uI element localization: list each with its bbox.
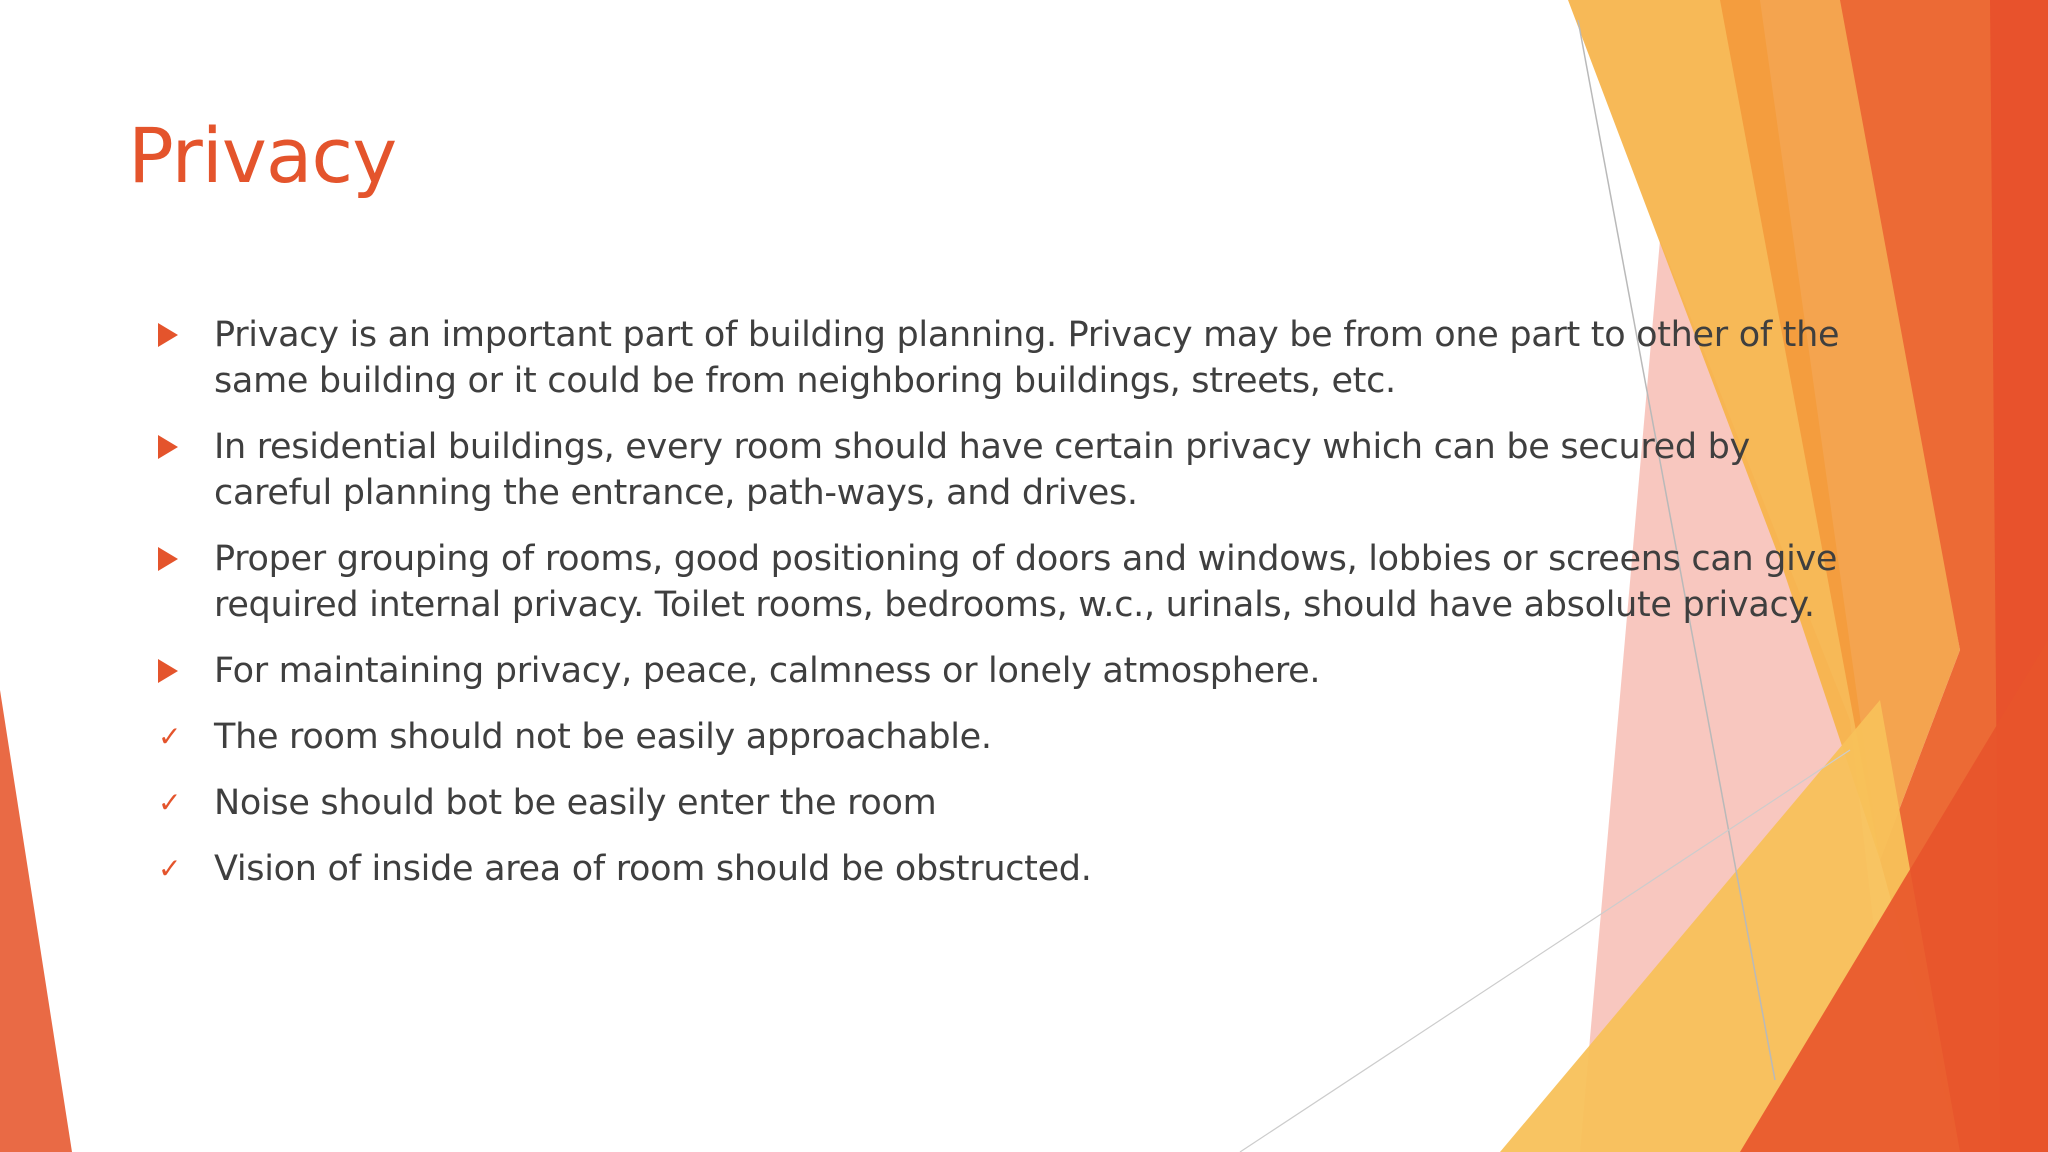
checkmark-symbol: ✓ bbox=[158, 852, 182, 885]
bullet-text-line: Noise should bot be easily enter the room bbox=[214, 783, 937, 823]
bullet-item bbox=[148, 424, 1868, 516]
checkmark-symbol: ✓ bbox=[158, 786, 182, 819]
left-edge-shape bbox=[0, 690, 72, 1152]
arrow-bullet-icon bbox=[158, 536, 188, 582]
bullet-item bbox=[148, 714, 1868, 760]
checkmark-bullet-icon bbox=[158, 714, 188, 760]
bullet-item bbox=[148, 846, 1868, 892]
bullet-item bbox=[148, 536, 1868, 628]
arrow-bullet-icon bbox=[158, 648, 188, 694]
checkmark-symbol: ✓ bbox=[158, 720, 182, 753]
arrow-bullet-icon bbox=[158, 312, 188, 358]
bullet-text-line: required internal privacy. Toilet rooms, bedrooms, w.c., urinals, should have absolute privacy. bbox=[214, 585, 1815, 625]
bullet-text-line: The room should not be easily approachable. bbox=[214, 717, 992, 757]
bullet-text-line: For maintaining privacy, peace, calmness or lonely atmosphere. bbox=[214, 651, 1321, 691]
bullet-item bbox=[148, 648, 1868, 694]
bullet-text-line: In residential buildings, every room should have certain privacy which can be secured by bbox=[214, 427, 1750, 467]
checkmark-bullet-icon bbox=[158, 846, 188, 892]
arrow-bullet-icon bbox=[158, 424, 188, 470]
bullet-text-line: Vision of inside area of room should be obstructed. bbox=[214, 849, 1092, 889]
bullet-item bbox=[148, 780, 1868, 826]
bullet-text-line: same building or it could be from neighboring buildings, streets, etc. bbox=[214, 361, 1396, 401]
slide-title: Privacy bbox=[128, 111, 397, 200]
bullet-item bbox=[148, 312, 1868, 404]
checkmark-bullet-icon bbox=[158, 780, 188, 826]
bullet-list bbox=[148, 312, 1868, 912]
bullet-text-line: Proper grouping of rooms, good positioning of doors and windows, lobbies or screens can give bbox=[214, 539, 1838, 579]
bullet-text-line: Privacy is an important part of building planning. Privacy may be from one part to other of the bbox=[214, 315, 1840, 355]
bullet-text-line: careful planning the entrance, path-ways, and drives. bbox=[214, 473, 1138, 513]
